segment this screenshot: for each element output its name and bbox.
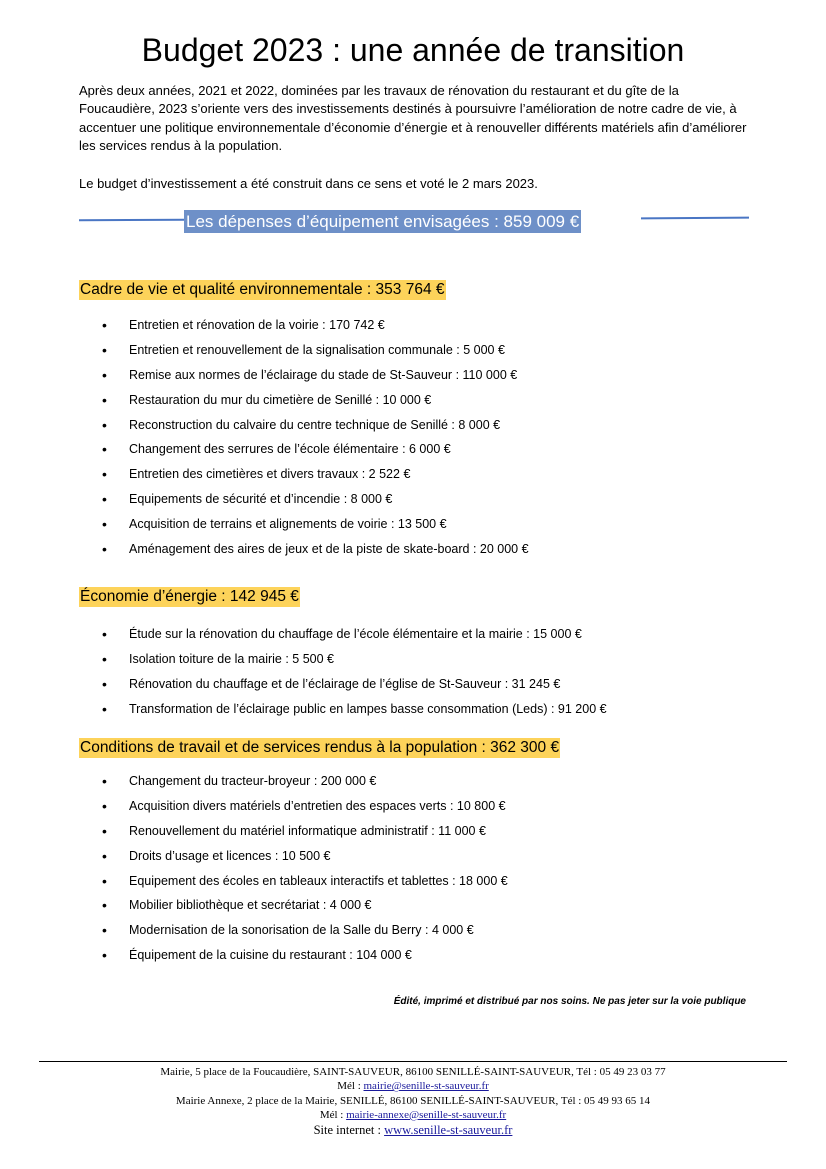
list-item-text: Acquisition de terrains et alignements de voirie : 13 500 € — [129, 517, 447, 532]
list-item — [102, 413, 752, 438]
bullet-icon: • — [102, 797, 107, 814]
list-item-text: Reconstruction du calvaire du centre technique de Senillé : 8 000 € — [129, 417, 501, 432]
footer-divider — [39, 1061, 787, 1062]
list-item — [102, 512, 752, 537]
list-item-text: Changement du tracteur-broyeur : 200 000 € — [129, 774, 377, 788]
list-item-text: Rénovation du chauffage et de l’éclairage de l’église de St-Sauveur : 31 245 € — [129, 676, 561, 691]
list-item — [102, 869, 752, 894]
list-item — [102, 672, 752, 697]
list-item-text: Entretien des cimetières et divers travaux : 2 522 € — [129, 467, 411, 482]
bullet-icon: • — [102, 341, 107, 358]
list-item-text: Equipement des écoles en tableaux interactifs et tablettes : 18 000 € — [129, 873, 508, 888]
bullet-icon: • — [102, 491, 107, 508]
list-item — [102, 697, 752, 722]
list-item-text: Acquisition divers matériels d’entretien des espaces verts : 10 800 € — [129, 798, 506, 813]
footer-email-annexe-line — [0, 1108, 826, 1122]
bullet-icon: • — [102, 317, 107, 333]
bullet-icon: • — [102, 847, 107, 864]
banner-right-line — [641, 217, 749, 220]
bullet-icon: • — [102, 466, 107, 483]
list-item — [102, 313, 752, 338]
bullet-icon: • — [102, 822, 107, 839]
bullet-icon: • — [102, 897, 107, 914]
bullet-icon: • — [102, 441, 107, 458]
list-item-text: Renouvellement du matériel informatique administratif : 11 000 € — [129, 823, 486, 838]
footer-website-label: Site internet : — [313, 1123, 385, 1138]
bullet-icon: • — [102, 516, 107, 533]
footer-email-label: Mél : — [319, 1108, 347, 1121]
email-link-annexe[interactable]: mairie-annexe@senille-st-sauveur.fr — [346, 1108, 507, 1121]
footer-address-mairie: Mairie, 5 place de la Foucaudière, SAINT-SAUVEUR, 86100 SENILLÉ-SAINT-SAUVEUR, Tél : 05 49 23 03 77 — [160, 1066, 666, 1078]
bullet-icon: • — [102, 541, 107, 558]
banner-left-line — [79, 219, 184, 222]
list-item-text: Isolation toiture de la mairie : 5 500 € — [129, 651, 334, 666]
section-heading-conditions-travail: Conditions de travail et de services rendus à la population : 362 300 € — [80, 739, 560, 756]
list-item — [102, 918, 752, 943]
footer-address-annexe: Mairie Annexe, 2 place de la Mairie, SENILLÉ, 86100 SENILLÉ-SAINT-SAUVEUR, Tél : 05 49 93 65 14 — [175, 1094, 651, 1107]
page-title: Budget 2023 : une année de transition — [141, 32, 685, 68]
list-item — [102, 437, 752, 462]
list-item-text: Remise aux normes de l’éclairage du stade de St-Sauveur : 110 000 € — [129, 367, 518, 382]
section-heading-cadre-de-vie: Cadre de vie et qualité environnementale : 353 764 € — [80, 281, 445, 298]
email-link-mairie[interactable]: mairie@senille-st-sauveur.fr — [363, 1080, 489, 1093]
list-cadre-de-vie — [102, 313, 752, 562]
footer-website-line — [0, 1122, 826, 1138]
list-item-text: Aménagement des aires de jeux et de la piste de skate-board : 20 000 € — [129, 542, 529, 557]
footer-email-mairie-line — [0, 1079, 826, 1093]
bullet-icon: • — [102, 922, 107, 939]
vote-paragraph: Le budget d’investissement a été construit dans ce sens et voté le 2 mars 2023. — [79, 176, 538, 191]
list-item — [102, 794, 752, 819]
list-item — [102, 893, 752, 918]
total-spending-banner: Les dépenses d’équipement envisagées : 859 009 € — [186, 212, 580, 231]
bullet-icon: • — [102, 626, 107, 642]
bullet-icon: • — [102, 391, 107, 408]
bullet-icon: • — [102, 700, 107, 717]
list-item-text: Entretien et renouvellement de la signalisation communale : 5 000 € — [129, 342, 505, 357]
list-item — [102, 943, 752, 968]
list-conditions-travail — [102, 769, 752, 968]
list-item — [102, 487, 752, 512]
bullet-icon: • — [102, 675, 107, 692]
list-item-text: Restauration du mur du cimetière de Senillé : 10 000 € — [129, 392, 432, 407]
list-item — [102, 388, 752, 413]
bullet-icon: • — [102, 773, 107, 789]
list-item-text: Droits d’usage et licences : 10 500 € — [129, 848, 331, 863]
list-item — [102, 363, 752, 388]
section-heading-economie-energie: Économie d’énergie : 142 945 € — [80, 588, 299, 605]
distribution-note: Édité, imprimé et distribué par nos soins. Ne pas jeter sur la voie publique — [393, 996, 746, 1007]
list-item-text: Modernisation de la sonorisation de la Salle du Berry : 4 000 € — [129, 923, 474, 938]
list-item-text: Changement des serrures de l’école élémentaire : 6 000 € — [129, 442, 451, 457]
footer-email-label: Mél : — [337, 1080, 364, 1093]
bullet-icon: • — [102, 416, 107, 433]
list-item — [102, 844, 752, 869]
list-economie-energie — [102, 622, 752, 722]
list-item-text: Mobilier bibliothèque et secrétariat : 4 000 € — [129, 898, 372, 913]
list-item — [102, 647, 752, 672]
bullet-icon: • — [102, 872, 107, 889]
bullet-icon: • — [102, 650, 107, 667]
website-link[interactable]: www.senille-st-sauveur.fr — [384, 1123, 513, 1138]
bullet-icon: • — [102, 947, 107, 964]
list-item — [102, 769, 752, 794]
list-item — [102, 338, 752, 363]
bullet-icon: • — [102, 366, 107, 383]
list-item-text: Étude sur la rénovation du chauffage de l’école élémentaire et la mairie : 15 000 € — [129, 627, 582, 641]
list-item-text: Equipements de sécurité et d’incendie : 8 000 € — [129, 492, 393, 507]
list-item — [102, 462, 752, 487]
list-item — [102, 819, 752, 844]
intro-paragraph: Après deux années, 2021 et 2022, dominées par les travaux de rénovation du restaurant et du gîte de la Foucaudière, 2023 s’oriente vers des investissements destinés à poursuivre l’amélioration de notre cadre de vie, à accentuer une politique environnementale d’économie d’énergie et à renouveller différents matériels afin d’améliorer les services rendus à la population. — [79, 83, 747, 153]
list-item-text: Transformation de l’éclairage public en lampes basse consommation (Leds) : 91 200 € — [129, 701, 607, 716]
list-item-text: Entretien et rénovation de la voirie : 170 742 € — [129, 318, 385, 332]
footer — [0, 1065, 826, 1138]
list-item — [102, 537, 752, 562]
list-item-text: Équipement de la cuisine du restaurant : 104 000 € — [129, 948, 412, 963]
list-item — [102, 622, 752, 647]
